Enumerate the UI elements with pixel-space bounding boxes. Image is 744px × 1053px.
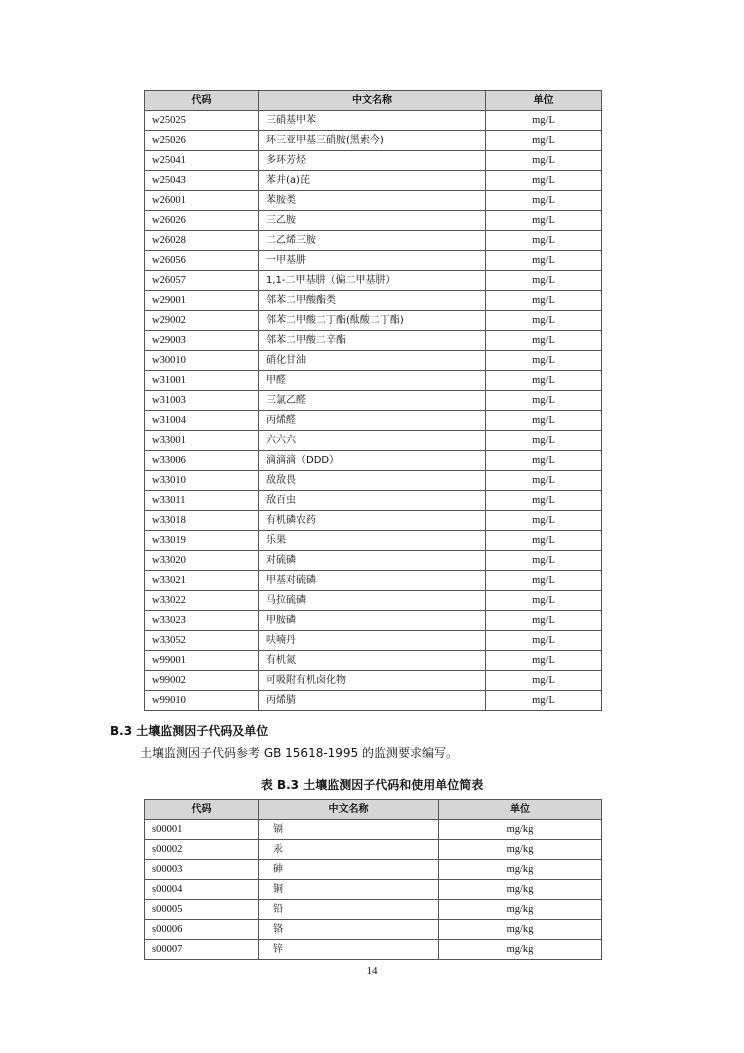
cell-unit: mg/L <box>486 631 602 651</box>
cell-code: w33018 <box>145 511 259 531</box>
cell-code: w33006 <box>145 451 259 471</box>
cell-name: 砷 <box>259 860 439 880</box>
cell-unit: mg/kg <box>439 860 602 880</box>
cell-unit: mg/kg <box>439 880 602 900</box>
column-header-unit: 单位 <box>439 800 602 820</box>
cell-unit: mg/L <box>486 451 602 471</box>
cell-unit: mg/L <box>486 691 602 711</box>
cell-code: s00006 <box>145 920 259 940</box>
table-row <box>145 691 602 711</box>
table-row <box>145 291 602 311</box>
cell-unit: mg/L <box>486 651 602 671</box>
cell-name: 六六六 <box>259 431 486 451</box>
cell-name: 有机氮 <box>259 651 486 671</box>
cell-name: 滴滴滴（DDD） <box>259 451 486 471</box>
cell-code: w33022 <box>145 591 259 611</box>
cell-code: w25041 <box>145 151 259 171</box>
table-row <box>145 491 602 511</box>
table-row <box>145 860 602 880</box>
table-row <box>145 391 602 411</box>
cell-unit: mg/L <box>486 351 602 371</box>
table-row <box>145 611 602 631</box>
cell-unit: mg/L <box>486 431 602 451</box>
cell-code: w26001 <box>145 191 259 211</box>
cell-code: w29002 <box>145 311 259 331</box>
cell-code: w99002 <box>145 671 259 691</box>
cell-unit: mg/L <box>486 591 602 611</box>
cell-unit: mg/L <box>486 571 602 591</box>
cell-unit: mg/L <box>486 191 602 211</box>
table-row <box>145 531 602 551</box>
cell-code: s00002 <box>145 840 259 860</box>
cell-code: w99010 <box>145 691 259 711</box>
cell-name: 苯胺类 <box>259 191 486 211</box>
cell-name: 三乙胺 <box>259 211 486 231</box>
cell-unit: mg/L <box>486 111 602 131</box>
cell-name: 三氯乙醛 <box>259 391 486 411</box>
cell-unit: mg/L <box>486 311 602 331</box>
table-row <box>145 920 602 940</box>
cell-unit: mg/L <box>486 331 602 351</box>
cell-unit: mg/L <box>486 371 602 391</box>
cell-name: 铜 <box>259 880 439 900</box>
cell-code: w33001 <box>145 431 259 451</box>
table-row <box>145 171 602 191</box>
cell-unit: mg/L <box>486 531 602 551</box>
table-row <box>145 251 602 271</box>
table-row <box>145 511 602 531</box>
cell-code: w30010 <box>145 351 259 371</box>
cell-code: w26056 <box>145 251 259 271</box>
soil-factor-code-table <box>144 799 602 960</box>
cell-name: 邻苯二甲酸酯类 <box>259 291 486 311</box>
table-row <box>145 331 602 351</box>
cell-unit: mg/L <box>486 511 602 531</box>
column-header-name: 中文名称 <box>259 91 486 111</box>
table-row <box>145 840 602 860</box>
cell-unit: mg/L <box>486 391 602 411</box>
cell-name: 多环芳烃 <box>259 151 486 171</box>
column-header-code: 代码 <box>145 91 259 111</box>
page-number: 14 <box>366 965 378 977</box>
cell-name: 苯并(a)芘 <box>259 171 486 191</box>
cell-code: w25026 <box>145 131 259 151</box>
cell-name: 马拉硫磷 <box>259 591 486 611</box>
column-header-name: 中文名称 <box>259 800 439 820</box>
cell-name: 铬 <box>259 920 439 940</box>
cell-code: w25043 <box>145 171 259 191</box>
water-factor-code-table <box>144 90 602 711</box>
cell-unit: mg/kg <box>439 940 602 960</box>
cell-name: 丙烯醛 <box>259 411 486 431</box>
table-row <box>145 940 602 960</box>
table-row <box>145 231 602 251</box>
cell-unit: mg/L <box>486 151 602 171</box>
cell-unit: mg/kg <box>439 920 602 940</box>
cell-name: 一甲基肼 <box>259 251 486 271</box>
table-row <box>145 631 602 651</box>
cell-code: w31004 <box>145 411 259 431</box>
table-row <box>145 551 602 571</box>
cell-code: w33010 <box>145 471 259 491</box>
cell-unit: mg/L <box>486 231 602 251</box>
table-row <box>145 880 602 900</box>
table-row <box>145 311 602 331</box>
cell-code: w99001 <box>145 651 259 671</box>
cell-name: 敌百虫 <box>259 491 486 511</box>
table-row <box>145 820 602 840</box>
cell-code: w33020 <box>145 551 259 571</box>
cell-code: s00005 <box>145 900 259 920</box>
cell-name: 1,1-二甲基肼（偏二甲基肼） <box>259 271 486 291</box>
table-row <box>145 431 602 451</box>
cell-unit: mg/L <box>486 471 602 491</box>
column-header-code: 代码 <box>145 800 259 820</box>
cell-unit: mg/L <box>486 491 602 511</box>
cell-unit: mg/L <box>486 551 602 571</box>
table-row <box>145 131 602 151</box>
cell-name: 丙烯腈 <box>259 691 486 711</box>
table-row <box>145 411 602 431</box>
table-row <box>145 651 602 671</box>
cell-name: 呋喃丹 <box>259 631 486 651</box>
cell-code: s00004 <box>145 880 259 900</box>
cell-name: 甲醛 <box>259 371 486 391</box>
cell-name: 邻苯二甲酸二丁酯(酞酸二丁酯) <box>259 311 486 331</box>
cell-name: 有机磷农药 <box>259 511 486 531</box>
cell-code: w25025 <box>145 111 259 131</box>
table-row <box>145 571 602 591</box>
cell-name: 甲基对硫磷 <box>259 571 486 591</box>
cell-name: 可吸附有机卤化物 <box>259 671 486 691</box>
section-heading: B.3 土壤监测因子代码及单位 <box>110 724 269 738</box>
cell-code: w33052 <box>145 631 259 651</box>
cell-name: 甲胺磷 <box>259 611 486 631</box>
cell-code: w31001 <box>145 371 259 391</box>
cell-name: 三硝基甲苯 <box>259 111 486 131</box>
table-caption: 表 B.3 土壤监测因子代码和使用单位简表 <box>260 778 484 792</box>
table-row <box>145 371 602 391</box>
table-row <box>145 271 602 291</box>
table-row <box>145 471 602 491</box>
cell-code: w26028 <box>145 231 259 251</box>
cell-code: w31003 <box>145 391 259 411</box>
cell-unit: mg/L <box>486 291 602 311</box>
cell-code: s00003 <box>145 860 259 880</box>
cell-unit: mg/L <box>486 411 602 431</box>
table-row <box>145 151 602 171</box>
cell-name: 铅 <box>259 900 439 920</box>
cell-unit: mg/L <box>486 131 602 151</box>
section-text: 土壤监测因子代码参考 GB 15618-1995 的监测要求编写。 <box>140 746 459 760</box>
cell-name: 硝化甘油 <box>259 351 486 371</box>
table-row <box>145 900 602 920</box>
cell-name: 汞 <box>259 840 439 860</box>
cell-code: w33021 <box>145 571 259 591</box>
table-row <box>145 351 602 371</box>
cell-code: w33011 <box>145 491 259 511</box>
cell-unit: mg/L <box>486 211 602 231</box>
cell-name: 二乙烯三胺 <box>259 231 486 251</box>
cell-unit: mg/L <box>486 171 602 191</box>
cell-name: 锌 <box>259 940 439 960</box>
cell-name: 乐果 <box>259 531 486 551</box>
cell-code: w29001 <box>145 291 259 311</box>
cell-name: 对硫磷 <box>259 551 486 571</box>
cell-code: s00001 <box>145 820 259 840</box>
cell-unit: mg/kg <box>439 820 602 840</box>
cell-name: 环三亚甲基三硝胺(黑索今) <box>259 131 486 151</box>
cell-unit: mg/kg <box>439 840 602 860</box>
cell-name: 镉 <box>259 820 439 840</box>
cell-code: w29003 <box>145 331 259 351</box>
table-row <box>145 451 602 471</box>
cell-unit: mg/L <box>486 611 602 631</box>
cell-unit: mg/L <box>486 671 602 691</box>
cell-unit: mg/L <box>486 271 602 291</box>
table-row <box>145 111 602 131</box>
table-row <box>145 191 602 211</box>
cell-code: w33023 <box>145 611 259 631</box>
cell-unit: mg/kg <box>439 900 602 920</box>
column-header-unit: 单位 <box>486 91 602 111</box>
cell-unit: mg/L <box>486 251 602 271</box>
cell-name: 敌敌畏 <box>259 471 486 491</box>
cell-code: w26057 <box>145 271 259 291</box>
table-row <box>145 671 602 691</box>
table-row <box>145 211 602 231</box>
cell-code: w26026 <box>145 211 259 231</box>
table-row <box>145 591 602 611</box>
table-header-row <box>145 91 602 111</box>
cell-code: s00007 <box>145 940 259 960</box>
cell-code: w33019 <box>145 531 259 551</box>
cell-name: 邻苯二甲酸二辛酯 <box>259 331 486 351</box>
table-header-row <box>145 800 602 820</box>
